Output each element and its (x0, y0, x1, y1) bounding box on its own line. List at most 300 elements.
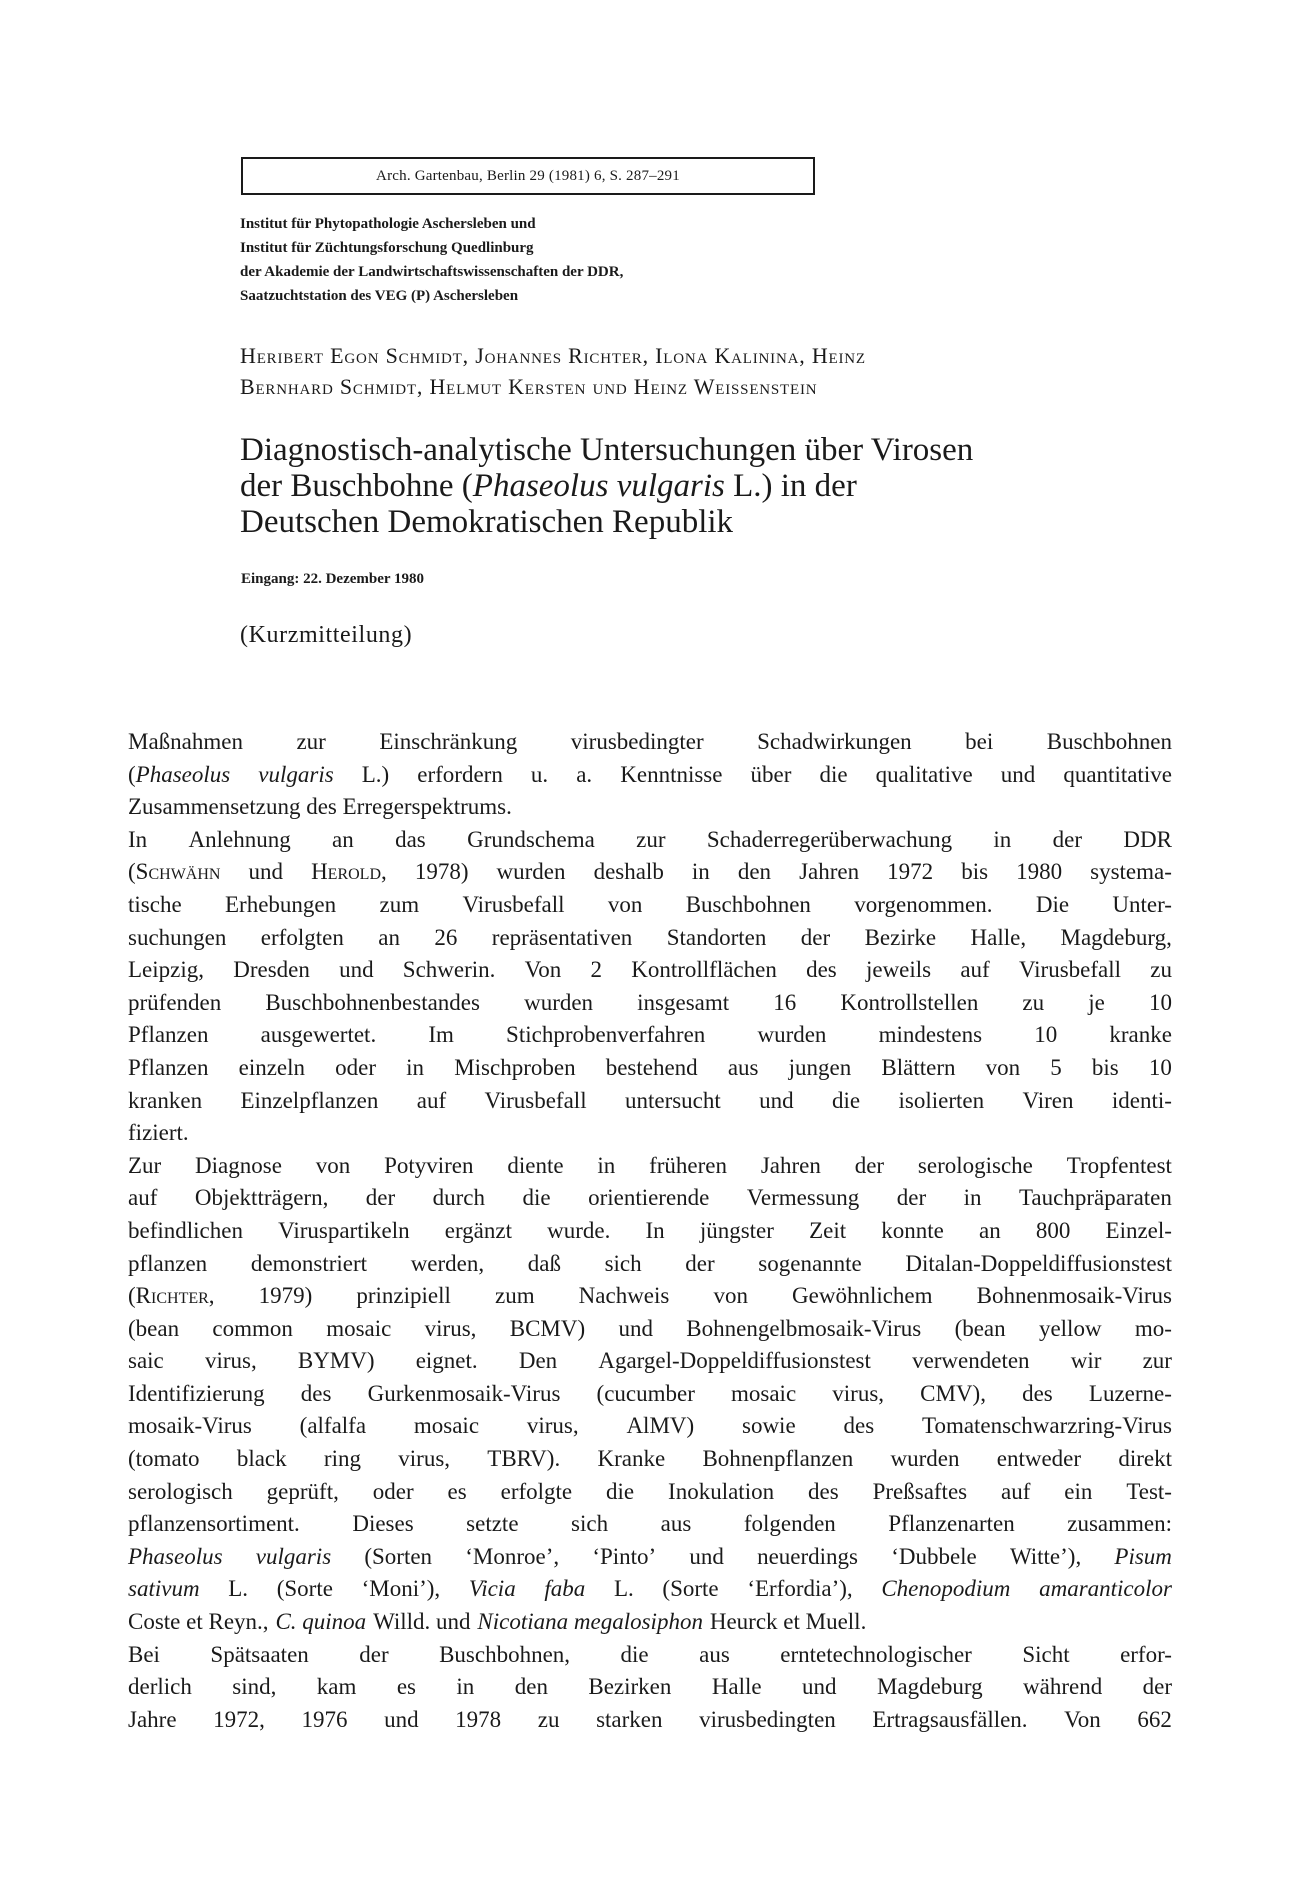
word: folgenden (743, 1511, 836, 1537)
word: TBRV). (487, 1446, 561, 1472)
word: geprüft, (266, 1478, 339, 1504)
word: (cucumber (596, 1380, 695, 1406)
word: ring (323, 1446, 361, 1472)
word: prinzipiell (356, 1283, 451, 1309)
word: in (456, 1674, 475, 1700)
word: sich (571, 1511, 609, 1537)
word: 10 (1148, 989, 1172, 1015)
word: 10 (1034, 1022, 1058, 1048)
word: an (979, 1217, 1001, 1243)
word: auf (960, 957, 990, 983)
word: durch (432, 1185, 486, 1211)
text-line: Coste et Reyn., C. quinoa Willd. und Nicotiana megalosiphon Heurck et Muell. (128, 1609, 867, 1635)
affiliation-line: Institut für Phytopathologie Aschersleben und (240, 216, 536, 232)
word: Standorten (666, 924, 767, 950)
authors-line: Bernhard Schmidt, Helmut Kersten und Heinz Weissenstein (240, 374, 818, 399)
word: zum (494, 1283, 535, 1309)
word: und (689, 1543, 724, 1569)
word: vulgaris (255, 1543, 332, 1569)
word: neuerdings (757, 1543, 858, 1569)
authors-line: Heribert Egon Schmidt, Johannes Richter, Ilona Kalinina, Heinz (240, 343, 866, 368)
word: 5 (1050, 1054, 1062, 1080)
text-line (128, 889, 1172, 922)
word: virus, (526, 1413, 579, 1439)
word: Nachweis (578, 1283, 670, 1309)
paper-title (240, 432, 1120, 540)
word: BCMV) (509, 1315, 586, 1341)
word: werden, (410, 1250, 485, 1276)
word: der (359, 1641, 389, 1667)
word: Bei (128, 1641, 160, 1667)
word: Von (524, 957, 562, 983)
word: und (759, 1087, 794, 1113)
word: faba (544, 1576, 586, 1602)
word: ‘Dubbele (891, 1543, 977, 1569)
word: Bezirke (864, 924, 937, 950)
word: Virusbefall (1018, 957, 1122, 983)
word: der (854, 1152, 885, 1178)
word: zu (1150, 957, 1172, 983)
word: ausgewertet. (260, 1022, 377, 1048)
word: 1978 (455, 1706, 502, 1732)
word: Bezirken (588, 1674, 672, 1700)
word: systema- (1090, 859, 1172, 885)
word: starken (596, 1706, 663, 1732)
word: prüfenden (128, 989, 222, 1015)
word: Virusbefall (462, 891, 565, 917)
word: tische (128, 891, 182, 917)
word: Von (1064, 1706, 1101, 1732)
word: (bean (128, 1315, 180, 1341)
title-text: der Buschbohne ( (240, 468, 473, 504)
word: Kontrollflächen (631, 957, 777, 983)
word: virus, (398, 1446, 451, 1472)
word: derlich (128, 1674, 192, 1700)
word: (Richter, (128, 1283, 215, 1309)
word: diente (507, 1152, 564, 1178)
text-line (128, 1019, 1172, 1052)
word: insgesamt (637, 989, 730, 1015)
word: von (985, 1054, 1021, 1080)
word: Luzerne- (1088, 1380, 1172, 1406)
word: oder (372, 1478, 414, 1504)
text-line (128, 987, 1172, 1020)
word: 662 (1137, 1706, 1172, 1732)
word: Phaseolus (128, 1543, 223, 1569)
word: (Schwähn (128, 859, 221, 885)
text-line (128, 1313, 1172, 1346)
word: kranken (128, 1087, 203, 1113)
word: Objektträgern, (194, 1185, 329, 1211)
word: yellow (1038, 1315, 1102, 1341)
word: erfor- (1120, 1641, 1172, 1667)
text-line (128, 1378, 1172, 1411)
word: der (1052, 826, 1083, 852)
word: die (832, 1087, 861, 1113)
word: den (737, 859, 772, 885)
word: je (1088, 989, 1105, 1015)
word: Agargel-Doppeldiffusionstest (598, 1348, 871, 1374)
word: Zeit (809, 1217, 847, 1243)
word: die (819, 761, 848, 787)
word: Gewöhnlichem (792, 1283, 933, 1309)
received-date: Eingang: 22. Dezember 1980 (241, 571, 425, 587)
word: deshalb (593, 859, 664, 885)
word: erfolgten (260, 924, 344, 950)
word: virusbedingten (699, 1706, 836, 1732)
text-line (128, 1671, 1172, 1704)
word: einzeln (238, 1054, 306, 1080)
word: wurden (890, 1446, 960, 1472)
text-line (128, 1410, 1172, 1443)
word: Identifizierung (128, 1380, 265, 1406)
word: kranke (1109, 1022, 1172, 1048)
word: (Sorte (662, 1576, 719, 1602)
word: Test- (1126, 1478, 1172, 1504)
word: an (378, 924, 400, 950)
text-line (128, 1573, 1172, 1606)
word: sich (604, 1250, 642, 1276)
word: 1979) (258, 1283, 313, 1309)
word: wurde. (547, 1217, 611, 1243)
text-line: Zusammensetzung des Erregerspektrums. (128, 794, 512, 820)
word: die (522, 1185, 551, 1211)
word: erntetechnologischer (780, 1641, 972, 1667)
word: 26 (434, 924, 458, 950)
article-type-note: (Kurzmitteilung) (240, 622, 413, 648)
title-line: Deutschen Demokratischen Republik (240, 504, 734, 540)
word: mo- (1134, 1315, 1172, 1341)
word: sativum (128, 1576, 200, 1602)
word: Ditalan-Doppeldiffusionstest (905, 1250, 1172, 1276)
text-line: fiziert. (128, 1120, 189, 1146)
word: daß (527, 1250, 561, 1276)
word: Viruspartikeln (278, 1217, 410, 1243)
citation-text: Arch. Gartenbau, Berlin 29 (1981) 6, S. 287–291 (376, 167, 680, 184)
word: Den (518, 1348, 558, 1374)
word: des (808, 1478, 839, 1504)
word: und (802, 1674, 837, 1700)
word: befindlichen (128, 1217, 243, 1243)
word: der (365, 1185, 396, 1211)
word: die (606, 1478, 635, 1504)
text-line (128, 1248, 1172, 1281)
word: und (248, 859, 284, 885)
word: Diagnose (195, 1152, 282, 1178)
word: ‘Pinto’ (592, 1543, 657, 1569)
word: des (806, 957, 837, 983)
word: zusammen: (1067, 1511, 1172, 1537)
word: aus (660, 1511, 692, 1537)
word: an (332, 826, 354, 852)
word: 1972 (887, 859, 934, 885)
affiliation-line: Saatzuchtstation des VEG (P) Aschersleben (240, 288, 519, 304)
text-line (128, 824, 1172, 857)
word: L.) (361, 761, 390, 787)
word: sogenannte (758, 1250, 862, 1276)
word: bis (1091, 1054, 1119, 1080)
word: 2 (590, 957, 603, 983)
word: Mischproben (454, 1054, 576, 1080)
word: Leipzig, (128, 957, 204, 983)
text-line (128, 1345, 1172, 1378)
word: eignet. (415, 1348, 478, 1374)
word: zur (636, 826, 666, 852)
word: über (750, 761, 792, 787)
word: oder (335, 1054, 377, 1080)
affiliation-line: Institut für Züchtungsforschung Quedlinburg (240, 240, 534, 256)
word: zur (1142, 1348, 1172, 1374)
word: Einzelpflanzen (240, 1087, 379, 1113)
word: und (384, 1706, 419, 1732)
word: Dresden (233, 957, 310, 983)
word: Pflanzenarten (888, 1511, 1015, 1537)
word: Blättern (881, 1054, 956, 1080)
word: (Phaseolus (128, 761, 231, 787)
word: auf (128, 1185, 158, 1211)
word: der (1142, 1674, 1172, 1700)
word: (tomato (128, 1446, 200, 1472)
word: L. (228, 1576, 249, 1602)
word: quantitative (1063, 761, 1172, 787)
text-line (128, 1443, 1172, 1476)
word: die (620, 1641, 649, 1667)
word: BYMV) (297, 1348, 375, 1374)
word: Magdeburg, (1060, 924, 1172, 950)
text-line (128, 856, 1172, 889)
citation-box (241, 157, 815, 195)
word: repräsentativen (491, 924, 633, 950)
word: in (993, 826, 1012, 852)
word: u. (530, 761, 549, 787)
word: setzte (466, 1511, 519, 1537)
text-line (128, 954, 1172, 987)
word: Ertragsausfällen. (872, 1706, 1028, 1732)
word: Pisum (1114, 1543, 1172, 1569)
word: Maßnahmen (128, 729, 243, 754)
word: sowie (742, 1413, 796, 1439)
word: virus, (832, 1380, 885, 1406)
word: konnte (881, 1217, 944, 1243)
word: Viren (1022, 1087, 1074, 1113)
word: Einzel- (1105, 1217, 1172, 1243)
word: virus, (204, 1348, 257, 1374)
word: von (607, 891, 643, 917)
word: wir (1070, 1348, 1102, 1374)
word: Unter- (1112, 891, 1172, 917)
word: zu (1022, 989, 1045, 1015)
text-line (128, 1704, 1172, 1737)
body-text (128, 726, 1172, 1736)
word: 1980 (1016, 859, 1063, 885)
word: Chenopodium (881, 1576, 1011, 1602)
word: und (618, 1315, 653, 1341)
word: Spätsaaten (210, 1641, 309, 1667)
word: auf (1001, 1478, 1031, 1504)
word: untersucht (624, 1087, 721, 1113)
word: mosaic (326, 1315, 392, 1341)
word: Stichprobenverfahren (506, 1022, 706, 1048)
word: serologisch (128, 1478, 233, 1504)
word: virus, (424, 1315, 477, 1341)
word: (Sorten (364, 1543, 433, 1569)
word: jungen (788, 1054, 852, 1080)
word: serologische (917, 1152, 1033, 1178)
word: zu (537, 1706, 560, 1732)
word: Bohnenmosaik-Virus (976, 1283, 1172, 1309)
word: Buschbohnen (1046, 729, 1172, 754)
word: vorgenommen. (854, 891, 993, 917)
word: erfolgte (500, 1478, 573, 1504)
word: black (236, 1446, 287, 1472)
text-line (128, 726, 1172, 759)
text-line (128, 1639, 1172, 1672)
word: identi- (1111, 1087, 1172, 1113)
word: isolierten (898, 1087, 985, 1113)
word: Kranke (597, 1446, 666, 1472)
word: qualitative (875, 761, 973, 787)
word: Einschränkung (379, 729, 518, 754)
word: und (1000, 761, 1036, 787)
word: Pflanzen (128, 1022, 209, 1048)
word: 10 (1148, 1054, 1172, 1080)
word: Gurkenmosaik-Virus (367, 1380, 561, 1406)
word: den (514, 1674, 548, 1700)
authors (240, 340, 1140, 402)
word: wurden (496, 859, 566, 885)
word: des (300, 1380, 332, 1406)
text-line (128, 1182, 1172, 1215)
word: Vermessung (746, 1185, 860, 1211)
word: aus (727, 1054, 759, 1080)
title-species: Phaseolus vulgaris (472, 468, 725, 504)
word: amaranticolor (1039, 1576, 1172, 1602)
word: (bean (954, 1315, 1006, 1341)
word: Im (428, 1022, 454, 1048)
word: (alfalfa (299, 1413, 367, 1439)
word: der (685, 1250, 715, 1276)
word: bei (965, 729, 994, 754)
word: Erhebungen (225, 891, 337, 917)
word: Jahren (760, 1152, 821, 1178)
word: Schaderregerüberwachung (706, 826, 953, 852)
word: direkt (1118, 1446, 1172, 1472)
text-line (128, 1280, 1172, 1313)
word: 1978) (414, 859, 469, 885)
word: AlMV) (626, 1413, 695, 1439)
word: jüngster (699, 1217, 774, 1243)
word: suchungen (128, 924, 227, 950)
word: Buschbohnen, (439, 1641, 571, 1667)
text-line (128, 1541, 1172, 1574)
word: Halle (711, 1674, 762, 1700)
word: und (339, 957, 374, 983)
word: ergänzt (444, 1217, 512, 1243)
word: während (1023, 1674, 1103, 1700)
title-line: Diagnostisch-analytische Untersuchungen über Virosen (240, 432, 974, 468)
word: auf (416, 1087, 447, 1113)
word: in (406, 1054, 425, 1080)
word: ‘Monroe’, (465, 1543, 560, 1569)
word: Preßsaftes (872, 1478, 968, 1504)
word: DDR (1123, 826, 1172, 852)
word: Grundschema (467, 826, 595, 852)
word: des (1022, 1380, 1053, 1406)
word: Halle, (970, 924, 1027, 950)
word: Schwerin. (402, 957, 496, 983)
word: In (128, 826, 148, 852)
affiliation-line: der Akademie der Landwirtschaftswissenschaften der DDR, (240, 264, 624, 280)
word: verwendeten (912, 1348, 1030, 1374)
word: 800 (1035, 1217, 1071, 1243)
word: a. (576, 761, 593, 787)
word: sind, (232, 1674, 277, 1700)
word: von (713, 1283, 748, 1309)
word: bestehend (605, 1054, 698, 1080)
word: Vicia (468, 1576, 516, 1602)
word: Jahren (799, 859, 860, 885)
word: der (896, 1185, 927, 1211)
word: ‘Erfordia’), (747, 1576, 853, 1602)
word: Virusbefall (484, 1087, 587, 1113)
word: mosaic (731, 1380, 797, 1406)
text-line (128, 1085, 1172, 1118)
word: aus (699, 1641, 730, 1667)
word: Buschbohnen (685, 891, 811, 917)
title-line (240, 468, 1120, 504)
word: von (315, 1152, 351, 1178)
word: es (396, 1674, 416, 1700)
word: common (212, 1315, 293, 1341)
text-line (128, 1052, 1172, 1085)
word: der (800, 924, 831, 950)
word: zur (296, 729, 326, 754)
word: wurden (757, 1022, 827, 1048)
word: Sicht (1022, 1641, 1070, 1667)
word: Zur (128, 1152, 162, 1178)
word: Herold, (311, 859, 387, 885)
text-line (128, 1215, 1172, 1248)
word: 1972, (213, 1706, 265, 1732)
word: Bohnenpflanzen (702, 1446, 854, 1472)
word: (Sorte (276, 1576, 333, 1602)
word: Witte’), (1009, 1543, 1082, 1569)
word: orientierende (588, 1185, 710, 1211)
word: in (597, 1152, 616, 1178)
word: es (447, 1478, 467, 1504)
word: ein (1064, 1478, 1093, 1504)
word: wurden (524, 989, 594, 1015)
word: des (843, 1413, 875, 1439)
word: erfordern (417, 761, 503, 787)
word: Schadwirkungen (757, 729, 912, 754)
word: Pflanzen (128, 1054, 209, 1080)
word: früheren (649, 1152, 728, 1178)
word: entweder (996, 1446, 1082, 1472)
word: L. (613, 1576, 634, 1602)
title-text: L.) in der (724, 468, 857, 504)
word: Jahre (128, 1706, 177, 1732)
word: Anlehnung (188, 826, 291, 852)
text-line (128, 759, 1172, 792)
word: saic (128, 1348, 164, 1374)
word: Kenntnisse (620, 761, 723, 787)
word: jeweils (865, 957, 932, 983)
word: virusbedingter (570, 729, 704, 754)
word: das (395, 826, 426, 852)
word: Die (1035, 891, 1070, 917)
word: 16 (773, 989, 797, 1015)
